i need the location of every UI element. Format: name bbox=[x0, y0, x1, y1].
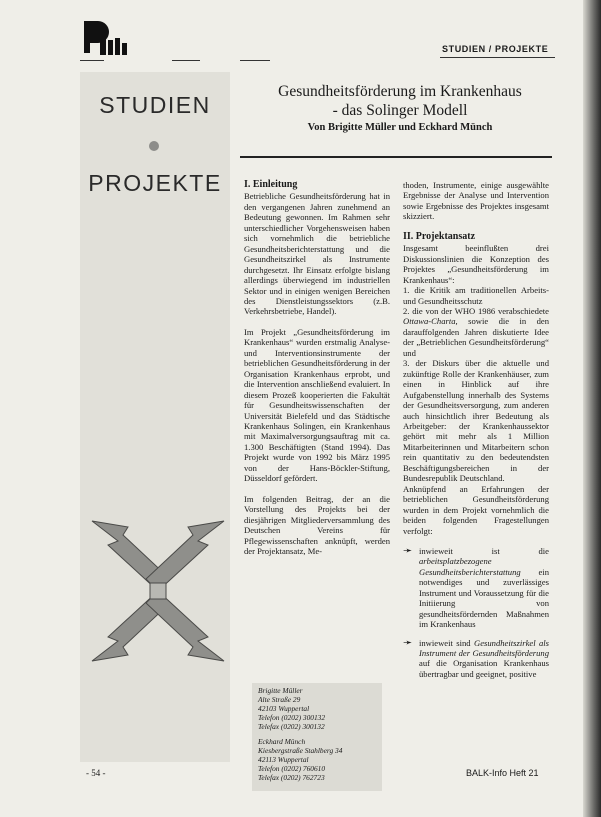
panel-dot bbox=[149, 141, 159, 151]
page-number: - 54 - bbox=[86, 768, 106, 778]
paragraph: Anknüpfend an Erfahrungen der betrieblichen Gesundheitsförderung wurden in dem Projekt vornehmlich die beiden folgenden Fragestellungen verfolgt: bbox=[403, 483, 549, 536]
bullet-arrow-icon: ➛ bbox=[403, 636, 413, 649]
article-title-line2: - das Solinger Modell bbox=[332, 102, 468, 119]
heading-projektansatz: II. Projektansatz bbox=[403, 230, 476, 242]
author-street: Kiesbergstraße Stahlberg 34 bbox=[258, 746, 343, 755]
text-column-1 bbox=[244, 180, 390, 566]
paragraph: Im Projekt „Gesundheitsförderung im Krankenhaus“ wurden erstmalig Analyse- und Interventionsinstrumente der betrieblichen Gesundheitsförderung in der Organisation Krankenhaus erprobt, und die Intervention anschließend evaluiert. In diesem Prozeß kooperierten die Fakultät für Gesundheitswissenschaften der Universität Bielefeld und das Städtische Krankenhaus Solingen, ein Krankenhaus mit Maximalversorgungsauftrag mit ca. 1.300 Beschäftigten (Stand 1994). Das Projekt wurde von 1992 bis März 1995 von der Hans-Böckler-Stiftung, Düsseldorf gefördert. bbox=[244, 326, 390, 484]
page-spine-shadow bbox=[583, 0, 601, 817]
author-city: 42103 Wuppertal bbox=[258, 704, 310, 713]
panel-word-studien: STUDIEN bbox=[99, 92, 211, 118]
author-fax: Telefax (0202) 300132 bbox=[258, 722, 325, 731]
list-item: 3. der Diskurs über die aktuelle und zukünftige Rolle der Krankenhäuser, zum einen in Hinblick auf ihre Aufgabenstellung innerhalb des Systems der Gesundheitsversorgung, zum anderen auch hinsichtlich ihrer Bedeutung als Arbeitgeber: der Krankenhaussektor gehört mit mehr als 1 Million Mitarbeiterinnen und Mitarbeitern schon rein quantitativ zu den bedeutendsten Beschäftigungsbereichen in der Bundesrepublik Deutschland. bbox=[403, 358, 549, 484]
paragraph: thoden, Instrumente, einige ausgewählte Ergebnisse der Analyse und Intervention sowie Ergebnisse des Projektes insgesamt skizziert. bbox=[403, 180, 549, 222]
panel-word-projekte: PROJEKTE bbox=[88, 170, 222, 196]
article-byline: Von Brigitte Müller und Eckhard Münch bbox=[307, 122, 493, 133]
author-address-box bbox=[252, 683, 382, 791]
section-header: STUDIEN / PROJEKTE bbox=[442, 44, 549, 54]
text-column-2 bbox=[403, 180, 549, 679]
article-title-line1: Gesundheitsförderung im Krankenhaus bbox=[278, 83, 522, 100]
author-phone: Telefon (0202) 300132 bbox=[258, 713, 326, 722]
author-name: Eckhard Münch bbox=[258, 737, 306, 746]
paragraph: Im folgenden Beitrag, der an die Vorstellung des Projekts bei der diesjährigen Mitgliederversammlung des Deutschen Vereins für Pflegewissenschaften anknüpft, werden der Projektansatz, Me- bbox=[244, 493, 390, 556]
list-item: ➛ inwieweit sind Gesundheitszirkel als Instrument der Gesundheitsförderung auf die Organisation Krankenhaus übertragbar und geeignet, positive bbox=[403, 636, 549, 679]
title-rule bbox=[240, 156, 552, 158]
header-rule bbox=[172, 60, 200, 61]
author-name: Brigitte Müller bbox=[258, 686, 303, 695]
list-item: 2. die von der WHO 1986 verabschiedete Ottawa-Charta, sowie die in den darauffolgenden Jahren diskutierte Idee der „Betrieblichen Gesundheitsförderung“ und bbox=[403, 305, 549, 358]
heading-einleitung: I. Einleitung bbox=[244, 179, 298, 190]
paragraph: Insgesamt beeinflußten drei Diskussionslinien die Konzeption des Projektes „Gesundheitsförderung im Krankenhaus“: bbox=[403, 243, 549, 285]
header-rule bbox=[440, 57, 555, 58]
balk-logo bbox=[82, 18, 130, 58]
author-fax: Telefax (0202) 762723 bbox=[258, 773, 325, 782]
header-rule bbox=[80, 60, 104, 61]
arrows-graphic bbox=[88, 515, 228, 665]
list-item: ➛ inwieweit ist die arbeitsplatzbezogene Gesundheitsberichterstattung ein notwendiges und zuverlässiges Instrument und Voraussetzung für die Initiierung von gesundheitsfördernden Maßnahmen im Krankenhaus bbox=[403, 544, 549, 630]
paragraph: Betriebliche Gesundheitsförderung hat in den vergangenen Jahren zunehmend an Bedeutung gewonnen. Im Rahmen sehr unterschiedlicher Vorgehensweisen haben sich vornehmlich die betriebliche Gesundheitsberichterstattung und die Gesundheitszirkel als Instrumente durchgesetzt. Ihr Einsatz erfolgte bislang allerdings überwiegend im industriellen Sektor und in einigen wenigen Bereichen des Dienstleistungssektors (z.B. Verkehrsbetriebe, Handel). bbox=[244, 191, 390, 317]
bullet-arrow-icon: ➛ bbox=[403, 544, 413, 557]
author-phone: Telefon (0202) 760610 bbox=[258, 764, 326, 773]
list-item: 1. die Kritik am traditionellen Arbeits- und Gesundheitsschutz bbox=[403, 285, 549, 306]
author-street: Alte Straße 29 bbox=[258, 695, 301, 704]
author-city: 42113 Wuppertal bbox=[258, 755, 309, 764]
header-rule bbox=[240, 60, 270, 61]
journal-footer: BALK-Info Heft 21 bbox=[466, 768, 539, 778]
